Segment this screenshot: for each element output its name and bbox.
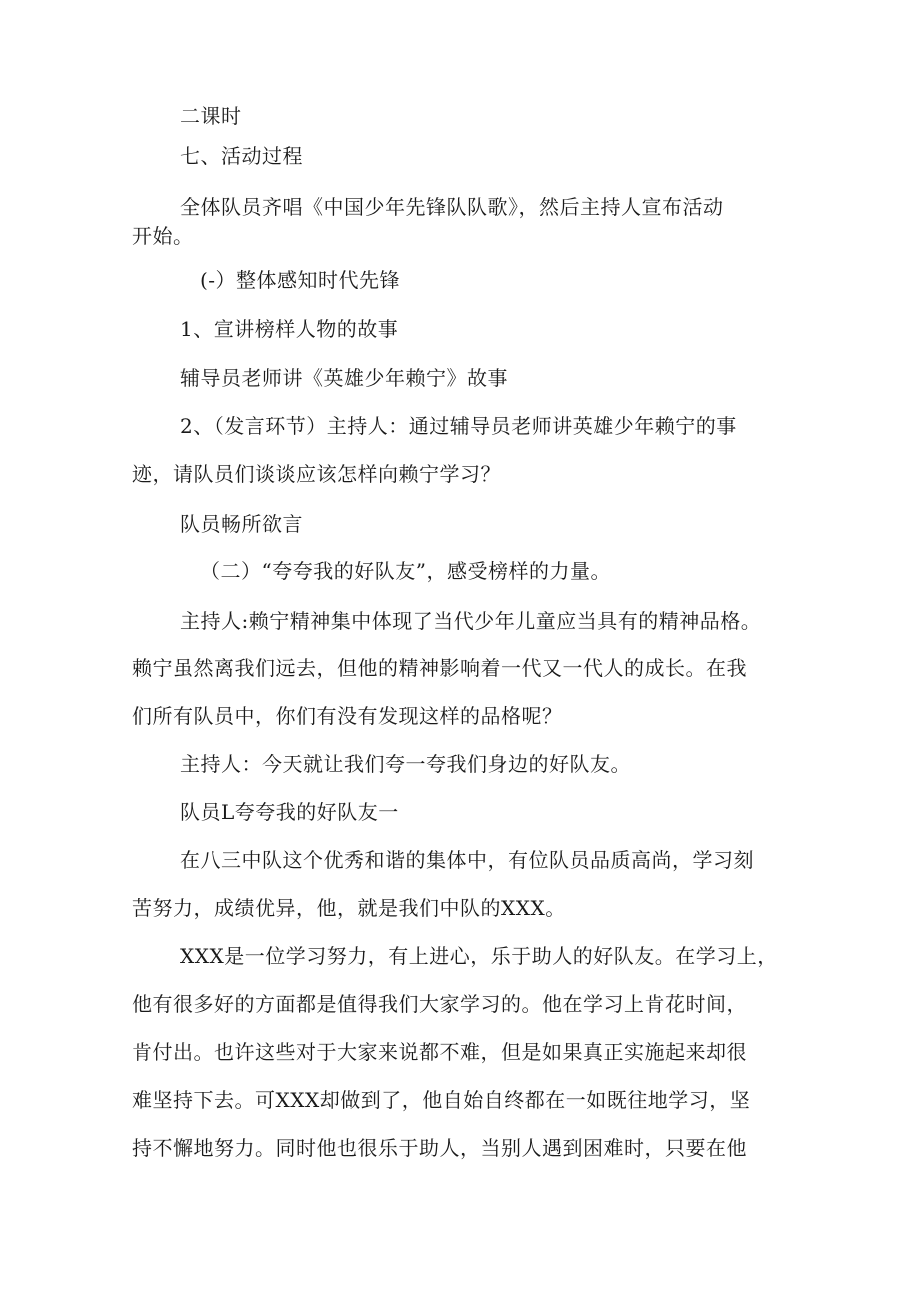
paragraph-line: 他有很多好的方面都是值得我们大家学习的。他在学习上肯花时间， [132,992,747,1016]
subsection-heading-2: （二）“夸夸我的好队友”，感受榜样的力量。 [200,559,611,583]
paragraph-line: 在八三中队这个优秀和谐的集体中，有位队员品质高尚，学习刻 [180,848,754,872]
paragraph-line: 主持人：今天就让我们夸一夸我们身边的好队友。 [180,752,631,776]
paragraph-line: 主持人:赖宁精神集中体现了当代少年儿童应当具有的精神品格。 [180,609,762,633]
list-item-2: 2、（发言环节）主持人：通过辅导员老师讲英雄少年赖宁的事 [180,414,737,438]
section-heading-process: 七、活动过程 [180,144,303,168]
paragraph-line: 难坚持下去。可XXX却做到了，他自始自终都在一如既往地学习，坚 [132,1088,751,1112]
paragraph-line: 队员L夸夸我的好队友一 [180,800,399,824]
paragraph-line: 队员畅所欲言 [180,512,303,536]
paragraph-line: 开始。 [132,224,194,248]
paragraph-line: 迹，请队员们谈谈应该怎样向赖宁学习？ [132,462,501,486]
paragraph-line: 辅导员老师讲《英雄少年赖宁》故事 [180,366,508,390]
session-heading: 二课时 [180,104,242,128]
paragraph-line: XXX是一位学习努力，有上进心，乐于助人的好队友。在学习上， [180,944,778,968]
paragraph-line: 肯付出。也许这些对于大家来说都不难，但是如果真正实施起来却很 [132,1040,747,1064]
paragraph-line: 持不懈地努力。同时他也很乐于助人，当别人遇到困难时，只要在他 [132,1136,747,1160]
paragraph-line: 苦努力，成绩优异，他，就是我们中队的XXX。 [132,896,566,920]
paragraph-line: 们所有队员中，你们有没有发现这样的品格呢？ [132,704,563,728]
paragraph-line: 全体队员齐唱《中国少年先锋队队歌》，然后主持人宣布活动 [180,195,724,219]
list-item-1: 1、宣讲榜样人物的故事 [180,317,399,341]
paragraph-line: 赖宁虽然离我们远去，但他的精神影响着一代又一代人的成长。在我 [132,656,747,680]
subsection-heading-1: (-）整体感知时代先锋 [200,268,401,292]
